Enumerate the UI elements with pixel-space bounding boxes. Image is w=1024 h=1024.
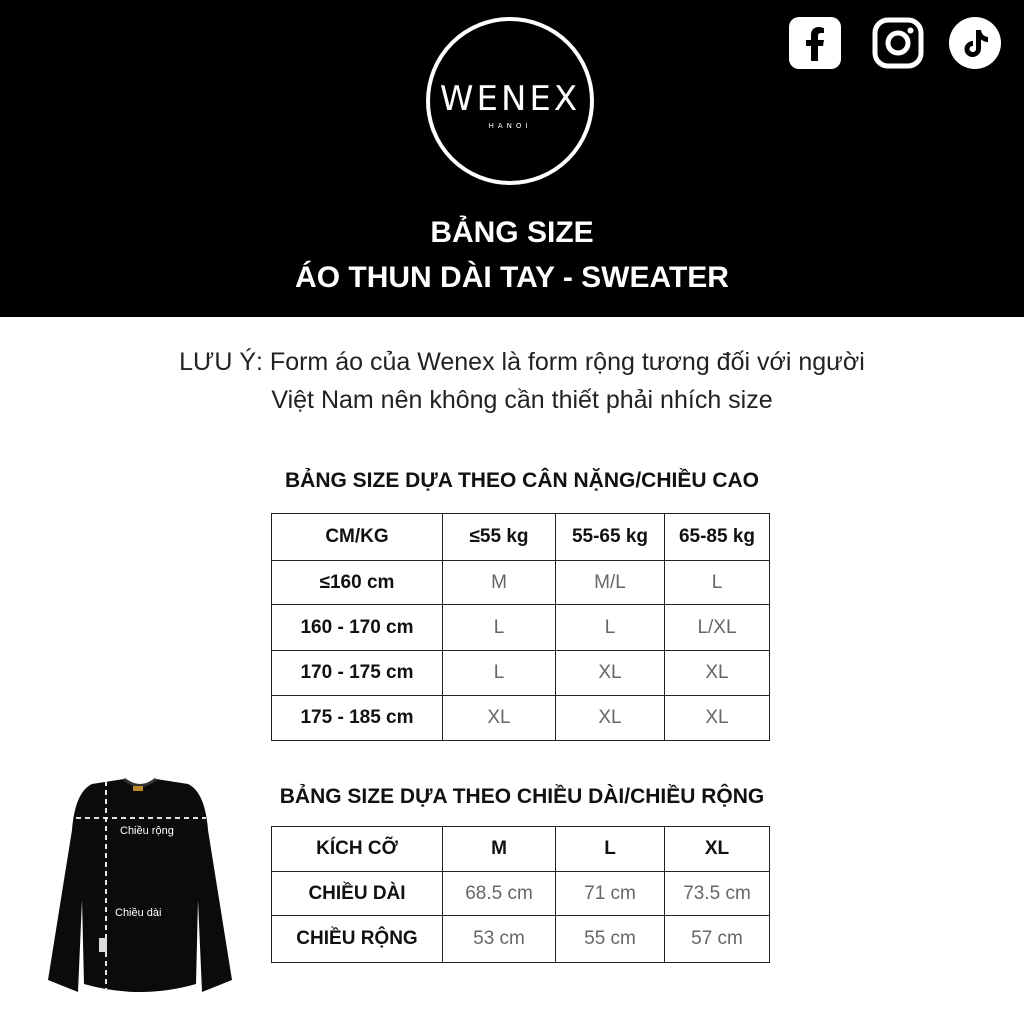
- row-label: 160 - 170 cm: [272, 605, 443, 651]
- size-cell: M/L: [556, 561, 665, 605]
- side-tag: [99, 938, 107, 952]
- header-cell: L: [556, 827, 665, 872]
- measure-cell: 57 cm: [665, 916, 770, 963]
- size-cell: M: [443, 561, 556, 605]
- sweater-shape: [48, 779, 232, 992]
- table-header-row: [272, 827, 770, 872]
- measure-cell: 71 cm: [556, 872, 665, 916]
- note-line-1: LƯU Ý: Form áo của Wenex là form rộng tương đối với người: [179, 348, 865, 376]
- brand-logo: [426, 17, 594, 185]
- length-label: Chiều dài: [115, 907, 162, 919]
- row-label: ≤160 cm: [272, 561, 443, 605]
- table-row: [272, 605, 770, 651]
- row-label: CHIỀU DÀI: [272, 872, 443, 916]
- table1-title: BẢNG SIZE DỰA THEO CÂN NẶNG/CHIỀU CAO: [285, 469, 759, 492]
- neck-label: [133, 786, 143, 791]
- size-cell: XL: [443, 696, 556, 741]
- header-cell: CM/KG: [272, 514, 443, 561]
- size-cell: XL: [556, 696, 665, 741]
- measure-cell: 53 cm: [443, 916, 556, 963]
- note-line-2: Việt Nam nên không cần thiết phải nhích size: [271, 386, 773, 414]
- header-cell: ≤55 kg: [443, 514, 556, 561]
- header-cell: 65-85 kg: [665, 514, 770, 561]
- table-row: [272, 651, 770, 696]
- size-cell: L: [443, 605, 556, 651]
- size-cell: XL: [665, 696, 770, 741]
- table2-title: BẢNG SIZE DỰA THEO CHIỀU DÀI/CHIỀU RỘNG: [279, 785, 765, 808]
- measure-cell: 68.5 cm: [443, 872, 556, 916]
- tiktok-icon[interactable]: [949, 17, 1001, 69]
- facebook-icon[interactable]: [789, 17, 841, 69]
- row-label: 175 - 185 cm: [272, 696, 443, 741]
- page-title: BẢNG SIZE: [430, 216, 594, 249]
- width-label: Chiều rộng: [120, 825, 174, 837]
- header-cell: KÍCH CỠ: [272, 827, 443, 872]
- size-cell: L: [665, 561, 770, 605]
- table-row: [272, 696, 770, 741]
- row-label: CHIỀU RỘNG: [272, 916, 443, 963]
- page-subtitle: ÁO THUN DÀI TAY - SWEATER: [295, 261, 729, 294]
- row-label: 170 - 175 cm: [272, 651, 443, 696]
- measure-cell: 73.5 cm: [665, 872, 770, 916]
- header-banner: [0, 0, 1024, 317]
- weight-height-size-table: [271, 513, 770, 741]
- header-cell: M: [443, 827, 556, 872]
- header-cell: 55-65 kg: [556, 514, 665, 561]
- size-cell: L: [556, 605, 665, 651]
- table-row: [272, 872, 770, 916]
- instagram-icon[interactable]: [872, 17, 924, 69]
- brand-name: WENEX: [439, 79, 581, 119]
- size-cell: XL: [556, 651, 665, 696]
- sweater-diagram: [40, 770, 240, 1000]
- size-cell: L/XL: [665, 605, 770, 651]
- length-width-size-table: [271, 826, 770, 963]
- table-row: [272, 916, 770, 963]
- brand-city: HANOI: [488, 122, 532, 130]
- size-cell: XL: [665, 651, 770, 696]
- table-header-row: [272, 514, 770, 561]
- table-row: [272, 561, 770, 605]
- size-cell: L: [443, 651, 556, 696]
- header-cell: XL: [665, 827, 770, 872]
- measure-cell: 55 cm: [556, 916, 665, 963]
